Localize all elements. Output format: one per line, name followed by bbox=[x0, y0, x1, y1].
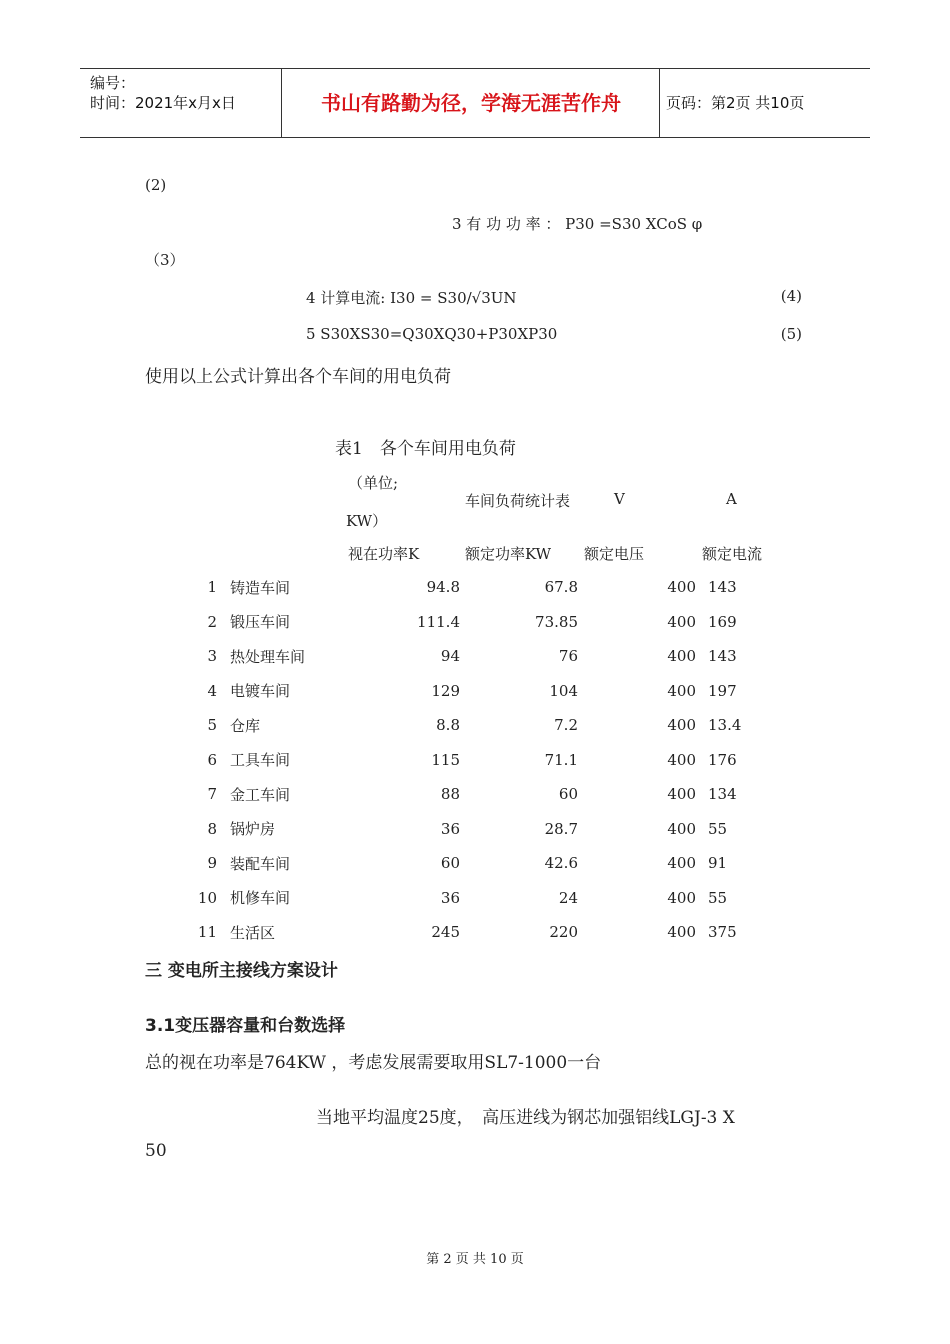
row-number: 10 bbox=[197, 888, 217, 907]
apparent-power-value: 245 bbox=[431, 923, 460, 942]
rated-power-value: 60 bbox=[558, 785, 578, 804]
paragraph-temperature-cont: 50 bbox=[145, 1141, 167, 1161]
rated-current-value: 134 bbox=[708, 785, 737, 804]
table-row bbox=[180, 639, 808, 674]
row-number: 1 bbox=[207, 578, 217, 597]
rated-power-value: 104 bbox=[549, 681, 578, 700]
rated-voltage-value: 400 bbox=[667, 716, 696, 735]
rated-power-value: 28.7 bbox=[544, 819, 578, 838]
table-row bbox=[180, 812, 808, 847]
apparent-power-value: 60 bbox=[440, 854, 460, 873]
rated-voltage-value: 400 bbox=[667, 612, 696, 631]
rated-current-value: 13.4 bbox=[708, 716, 742, 735]
rated-power-value: 7.2 bbox=[554, 716, 578, 735]
rated-voltage-value: 400 bbox=[667, 923, 696, 942]
workshop-name: 金工车间 bbox=[230, 785, 291, 804]
rated-power-value: 24 bbox=[558, 888, 578, 907]
row-number: 11 bbox=[197, 923, 217, 942]
row-number: 9 bbox=[207, 854, 217, 873]
apparent-power-value: 36 bbox=[440, 888, 460, 907]
page-header bbox=[80, 68, 870, 138]
rated-power-value: 73.85 bbox=[535, 612, 578, 631]
rated-current-value: 55 bbox=[708, 888, 728, 907]
section-heading: 三 变电所主接线方案设计 bbox=[145, 961, 338, 981]
table-row bbox=[180, 674, 808, 709]
header-rated-current: 额定电流 bbox=[702, 545, 763, 563]
table-row bbox=[180, 605, 808, 640]
header-page-info: 页码：第2页 共10页 bbox=[666, 94, 805, 112]
table-stats-label: 车间负荷统计表 bbox=[465, 492, 571, 510]
workshop-name: 锻压车间 bbox=[230, 613, 291, 632]
apparent-power-value: 111.4 bbox=[417, 612, 460, 631]
rated-voltage-value: 400 bbox=[667, 888, 696, 907]
paragraph-temperature: 当地平均温度25度， 高压进线为钢芯加强铝线LGJ-3 X bbox=[316, 1108, 735, 1128]
rated-current-value: 91 bbox=[708, 854, 728, 873]
rated-current-value: 375 bbox=[708, 923, 737, 942]
table-caption: 表1 各个车间用电负荷 bbox=[335, 439, 516, 459]
workshop-name: 机修车间 bbox=[230, 889, 291, 908]
header-apparent-power: 视在功率K bbox=[348, 545, 420, 563]
formula-3-tag: （3） bbox=[145, 251, 185, 269]
page-footer: 第 2 页 共 10 页 bbox=[426, 1252, 524, 1267]
rated-voltage-value: 400 bbox=[667, 819, 696, 838]
rated-current-value: 197 bbox=[708, 681, 737, 700]
rated-power-value: 67.8 bbox=[544, 578, 578, 597]
formula-5-tag: (5) bbox=[780, 325, 802, 343]
rated-power-value: 76 bbox=[558, 647, 578, 666]
header-number-label: 编号： bbox=[90, 74, 136, 92]
row-number: 5 bbox=[207, 716, 217, 735]
intro-text: 使用以上公式计算出各个车间的用电负荷 bbox=[145, 367, 451, 387]
table-row bbox=[180, 570, 808, 605]
rated-current-value: 176 bbox=[708, 750, 737, 769]
workshop-name: 工具车间 bbox=[230, 751, 291, 770]
apparent-power-value: 94 bbox=[440, 647, 460, 666]
header-rated-voltage: 额定电压 bbox=[584, 545, 645, 563]
subsection-heading: 3.1变压器容量和台数选择 bbox=[145, 1016, 346, 1036]
rated-voltage-value: 400 bbox=[667, 854, 696, 873]
workshop-name: 仓库 bbox=[230, 716, 261, 735]
rated-power-value: 220 bbox=[549, 923, 578, 942]
row-number: 4 bbox=[207, 681, 217, 700]
formula-4-text: 4 计算电流: I30 = S30/√3UN bbox=[306, 289, 517, 307]
formula-5-text: 5 S30XS30=Q30XQ30+P30XP30 bbox=[306, 325, 558, 343]
rated-voltage-value: 400 bbox=[667, 681, 696, 700]
table-row bbox=[180, 846, 808, 881]
header-rated-power: 额定功率KW bbox=[465, 545, 552, 563]
apparent-power-value: 129 bbox=[431, 681, 460, 700]
apparent-power-value: 8.8 bbox=[436, 716, 460, 735]
apparent-power-value: 36 bbox=[440, 819, 460, 838]
rated-voltage-value: 400 bbox=[667, 750, 696, 769]
rated-current-value: 55 bbox=[708, 819, 728, 838]
rated-current-value: 143 bbox=[708, 578, 737, 597]
table-row bbox=[180, 743, 808, 778]
table-unit-line1: （单位; bbox=[348, 474, 399, 492]
header-time-label: 时间：2021年x月x日 bbox=[90, 94, 236, 112]
table-unit-line2: KW） bbox=[346, 512, 388, 530]
header-divider-right bbox=[659, 69, 660, 137]
row-number: 2 bbox=[207, 612, 217, 631]
rated-power-value: 42.6 bbox=[544, 854, 578, 873]
apparent-power-value: 88 bbox=[440, 785, 460, 804]
workshop-name: 铸造车间 bbox=[230, 578, 291, 597]
load-table bbox=[180, 570, 808, 950]
header-motto: 书山有路勤为径，学海无涯苦作舟 bbox=[321, 91, 621, 115]
rated-voltage-value: 400 bbox=[667, 785, 696, 804]
apparent-power-value: 94.8 bbox=[426, 578, 460, 597]
formula-2-tag: (2) bbox=[145, 176, 167, 194]
load-table-body bbox=[180, 570, 808, 950]
rated-current-value: 169 bbox=[708, 612, 737, 631]
row-number: 6 bbox=[207, 750, 217, 769]
table-row bbox=[180, 708, 808, 743]
paragraph-capacity: 总的视在功率是764KW ，考虑发展需要取用SL7-1000一台 bbox=[145, 1053, 602, 1073]
table-row bbox=[180, 881, 808, 916]
apparent-power-value: 115 bbox=[431, 750, 460, 769]
table-v-unit: V bbox=[614, 490, 625, 508]
table-row bbox=[180, 777, 808, 812]
table-a-unit: A bbox=[726, 490, 737, 508]
rated-voltage-value: 400 bbox=[667, 647, 696, 666]
row-number: 8 bbox=[207, 819, 217, 838]
table-row bbox=[180, 915, 808, 950]
workshop-name: 电镀车间 bbox=[230, 682, 291, 701]
rated-power-value: 71.1 bbox=[544, 750, 578, 769]
header-meta bbox=[90, 73, 236, 113]
rated-current-value: 143 bbox=[708, 647, 737, 666]
rated-voltage-value: 400 bbox=[667, 578, 696, 597]
workshop-name: 热处理车间 bbox=[230, 647, 306, 666]
formula-3-text: 3 有 功 功 率 ： P30 =S30 XCoS φ bbox=[452, 215, 703, 233]
row-number: 7 bbox=[207, 785, 217, 804]
workshop-name: 装配车间 bbox=[230, 854, 291, 873]
workshop-name: 锅炉房 bbox=[230, 820, 276, 839]
workshop-name: 生活区 bbox=[230, 923, 276, 942]
row-number: 3 bbox=[207, 647, 217, 666]
formula-4-tag: (4) bbox=[780, 287, 802, 305]
